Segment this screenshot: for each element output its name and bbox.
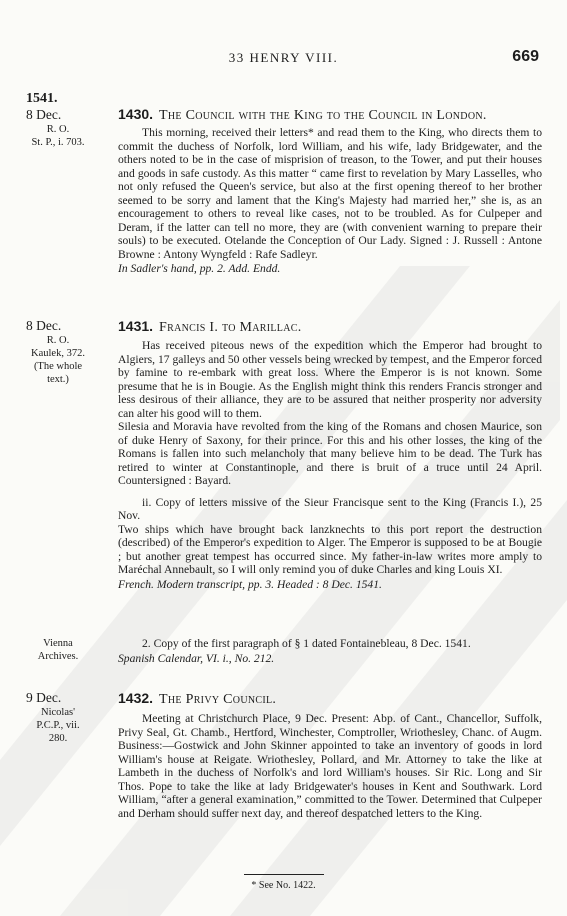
addendum-reference: Spanish Calendar, VI. i., No. 212. [118,651,275,665]
margin-source: Kaulek, 372. [31,348,85,359]
page-number: 669 [512,48,539,65]
paragraph: This morning, received their letters* and read them to the King, who directs them to commit the duchess of Norfolk, lord William, and his wife, lady Bridgewater, and the others noted to be in the case of misprision of treason, to the Tower, and put their houses and goods in safe custody. As this matter “ came first to revelation by Mary Lasselles, who not only refused the Queen's service, but also at the first opening thereof to her brother seemed to be sorry and lament that the King's Majesty had married her,” she is, as an encouragement to others to reveal like cases, not to be troubled. As for Culpeper and Deram, if the latter can tell no more, they are (with convenient warning to prepare their souls) to be executed. Otelande the Conception of Our Lady. Signed : J. Russell : Antone Browne : Antony Wyngfeld : Rafe Sadleyr. [118,126,542,261]
entry-number: 1430. [118,106,154,122]
entry-body-1430 [118,126,542,276]
paragraph: 2. Copy of the first paragraph of § 1 dated Fontainebleau, 8 Dec. 1541. [142,637,471,650]
paragraph: Silesia and Moravia have revolted from the king of the Romans and chosen Maurice, son of duke Henry of Saxony, for their prince. For this and his other losses, the king of the Romans is fallen into such melancholy that many believe him to be dead. The Turk has retired to winter at Constantinople, and there is bruit of a truce until 24 April. Countersigned : Bayard. [118,420,542,487]
margin-source: Vienna [43,638,73,649]
footnote: * See No. 1422. [251,880,316,891]
margin-source: R. O. [46,124,70,135]
margin-source: P.C.P., vii. [36,720,80,731]
margin-addendum-1431 [26,637,114,663]
paragraph: Two ships which have brought back lanzknechts to this port report the destruction (described) of the Emperor's expedition to Alger. The Emperor is supposed to be at Bougie ; but another great tempest has occurred since. My father-in-law writes more amply to Maréchal Annebault, so I will only remind you of duke Charles and king Louis XI. [118,522,542,576]
entry-title: The Council with the King to the Council in London. [159,108,487,123]
margin-source: R. O. [46,335,70,346]
margin-entry-1430 [26,90,114,149]
entry-heading-1432 [118,690,558,708]
margin-date: 8 Dec. [26,107,62,122]
margin-source: (The whole [33,361,83,372]
paragraph: Has received piteous news of the expedition which the Emperor had brought to Algiers, 17 galleys and 50 other vessels being wrecked by tempest, and the Emperor forced by famine to re-embark with great loss. Where the Emperor is is not known. Some presume that he is in Bougie. As the English might think this renders Francis stronger and less desirous of their alliance, they are to be assured that neither prosperity nor adversity can alter his good will to them. [118,339,542,420]
entry-title: The Privy Council. [159,692,277,707]
entry-number: 1431. [118,318,154,334]
margin-source: 280. [48,733,68,744]
entry-note: In Sadler's hand, pp. 2. Add. Endd. [118,262,281,275]
margin-date: 8 Dec. [26,318,62,333]
margin-source: Nicolas' [41,707,75,718]
margin-entry-1432 [26,690,114,745]
margin-year: 1541. [26,91,58,106]
entry-note: French. Modern transcript, pp. 3. Headed : 8 Dec. 1541. [118,577,382,591]
footnote-divider [244,874,324,875]
running-title: 33 HENRY VIII. [228,50,339,65]
paragraph: ii. Copy of letters missive of the Sieur Francisque sent to the King (Francis I.), 25 Nov. [118,495,542,522]
entry-addendum-1431 [118,637,542,665]
entry-body-1432 [118,712,542,820]
margin-source: St. P., i. 703. [31,137,85,148]
margin-entry-1431 [26,318,114,386]
entry-heading-1431 [118,318,558,336]
entry-heading-1430 [118,106,558,124]
margin-date: 9 Dec. [26,690,62,705]
margin-source: text.) [47,374,69,385]
paragraph: Meeting at Christchurch Place, 9 Dec. Present: Abp. of Cant., Chancellor, Suffolk, Privy Seal, Gt. Chamb., Hertford, Winchester, Comptroller, Wriothesley, Chanc. of Augm. Business:—Gostwick and John Skinner appointed to take an inventory of goods in lord William's house at Reigate. Wriothesley, Pollard, and Mr. Attorney to take the like at Lambeth in the duchess of Norfolk's and lord William's houses. Sir Ric. Long and Sir Thos. Pope to take the like at lady Bridgewater's houses in Kent and Southwark. Lord William, “after a general examination,” committed to the Tower. Determined that Culpeper and Derham should suffer next day, and thereof despatched letters to the King. [118,712,542,820]
entry-title: Francis I. to Marillac. [159,320,302,335]
entry-number: 1432. [118,690,154,706]
entry-body-1431 [118,339,542,591]
margin-source: Archives. [37,651,79,662]
